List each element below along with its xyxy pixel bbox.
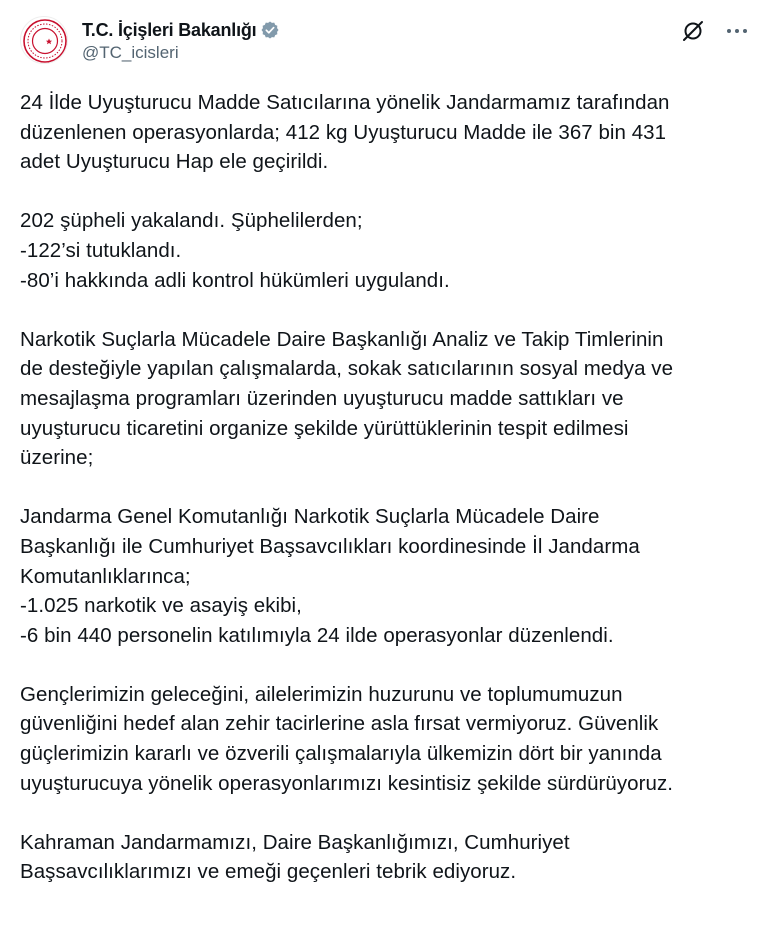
avatar[interactable] [20, 16, 68, 64]
tweet-line: Başsavcılıklarımızı ve emeği geçenleri tebrik ediyoruz. [20, 860, 517, 884]
tweet-paragraph-5 [20, 680, 750, 798]
tweet-line: güçlerimizin kararlı ve özverili çalışmalarıyla ülkemizin dört bir yanında [20, 742, 662, 766]
tweet-line: üzerine; [20, 446, 94, 470]
tweet-text [20, 88, 750, 887]
grok-icon[interactable] [680, 18, 706, 44]
paragraph-gap [20, 650, 750, 680]
tweet-line: Komutanlıklarınca; [20, 564, 191, 588]
tweet-paragraph-4 [20, 502, 750, 650]
account-names [82, 19, 280, 63]
tweet-header [20, 16, 750, 70]
tweet-line: 24 İlde Uyuşturucu Madde Satıcılarına yönelik Jandarmamız tarafından [20, 91, 670, 114]
tweet-line: uyuşturucuya yönelik operasyonlarımızı kesintisiz şekilde sürdürüyoruz. [20, 771, 674, 795]
display-name-row [82, 19, 280, 41]
account-handle[interactable]: @TC_icisleri [82, 43, 179, 62]
more-options-icon[interactable] [724, 18, 750, 44]
paragraph-gap [20, 473, 750, 503]
tweet-line: güvenliğini hedef alan zehir tacirlerine asla fırsat vermiyoruz. Güvenlik [20, 712, 659, 736]
tweet-line: -6 bin 440 personelin katılımıyla 24 ilde operasyonlar düzenlendi. [20, 623, 614, 647]
tweet-line: -80’i hakkında adli kontrol hükümleri uygulandı. [20, 268, 450, 292]
tweet-paragraph-3 [20, 325, 750, 473]
tweet-paragraph-2 [20, 206, 750, 295]
tweet-actions [680, 18, 750, 44]
tweet-line: Gençlerimizin geleceğini, ailelerimizin huzurunu ve toplumumuzun [20, 682, 623, 706]
verified-badge-icon[interactable] [260, 20, 280, 40]
tweet-line: Kahraman Jandarmamızı, Daire Başkanlığımızı, Cumhuriyet [20, 830, 570, 854]
tweet-line: Jandarma Genel Komutanlığı Narkotik Suçlarla Mücadele Daire [20, 505, 600, 529]
tweet-line: düzenlenen operasyonlarda; 412 kg Uyuşturucu Madde ile 367 bin 431 [20, 120, 667, 144]
tweet-line: adet Uyuşturucu Hap ele geçirildi. [20, 150, 329, 174]
tweet-paragraph-6 [20, 828, 750, 887]
tweet-line: mesajlaşma programları üzerinden uyuşturucu madde sattıkları ve [20, 386, 624, 410]
tweet-line: 202 şüpheli yakalandı. Şüphelilerden; [20, 209, 363, 233]
paragraph-gap [20, 295, 750, 325]
display-name[interactable]: T.C. İçişleri Bakanlığı [82, 19, 257, 40]
paragraph-gap [20, 177, 750, 207]
tweet-line: -122’si tutuklandı. [20, 238, 182, 262]
tweet-line: -1.025 narkotik ve asayiş ekibi, [20, 594, 302, 618]
paragraph-gap [20, 798, 750, 828]
tweet-line: Başkanlığı ile Cumhuriyet Başsavcılıkları koordinesinde İl Jandarma [20, 534, 640, 558]
tweet-line: de desteğiyle yapılan çalışmalarda, sokak satıcılarının sosyal medya ve [20, 357, 674, 381]
tweet-paragraph-1 [20, 88, 750, 177]
ministry-seal-icon [21, 17, 68, 64]
tweet-line: Narkotik Suçlarla Mücadele Daire Başkanlığı Analiz ve Takip Timlerinin [20, 327, 664, 351]
tweet-line: uyuşturucu ticaretini organize şekilde yürüttüklerinin tespit edilmesi [20, 416, 629, 440]
